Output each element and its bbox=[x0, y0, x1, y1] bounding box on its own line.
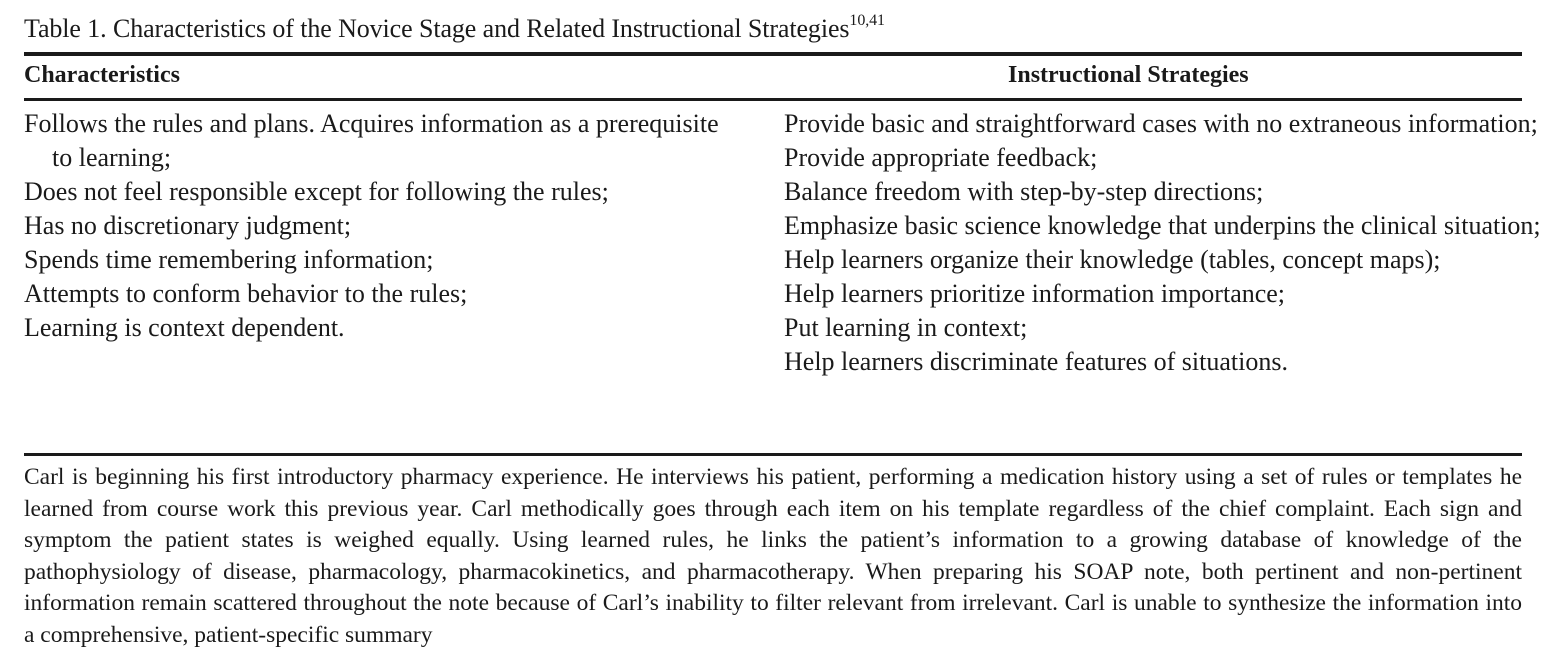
strategies-list bbox=[784, 107, 1544, 379]
header-characteristics: Characteristics bbox=[24, 62, 180, 88]
table-caption bbox=[24, 14, 1522, 52]
case-example-text: Carl is beginning his first introductory pharmacy experience. He interviews his patient, performing a medication history using a set of rules or templates he learned from course work this previous year. Carl methodically goes through each item on his template regardless of the chief complaint. Each sign and symptom the patient states is weighed equally. Using learned rules, he links the patient’s information to a growing database of knowledge of the pathophysiology of disease, pharmacology, pharmacokinetics, and pharmacotherapy. When preparing his SOAP note, both pertinent and non-pertinent information remain scattered throughout the note because of Carl’s inability to filter relevant from irrelevant. Carl is unable to synthesize the information into a comprehensive, patient-specific summary bbox=[24, 464, 1522, 648]
list-item: Help learners discriminate features of situations. bbox=[784, 347, 1288, 376]
characteristics-list bbox=[24, 107, 724, 345]
list-item: Help learners prioritize information importance; bbox=[784, 279, 1286, 308]
header-strategies: Instructional Strategies bbox=[1008, 62, 1249, 88]
caption-text: Table 1. Characteristics of the Novice Stage and Related Instructional Strategies bbox=[24, 14, 850, 43]
list-item: Attempts to conform behavior to the rules; bbox=[24, 279, 468, 308]
list-item: Does not feel responsible except for following the rules; bbox=[24, 177, 609, 206]
list-item: Follows the rules and plans. Acquires information as a prerequisite to learning; bbox=[24, 109, 719, 172]
list-item: Help learners organize their knowledge (tables, concept maps); bbox=[784, 245, 1441, 274]
list-item: Learning is context dependent. bbox=[24, 313, 345, 342]
list-item: Has no discretionary judgment; bbox=[24, 211, 352, 240]
list-item: Spends time remembering information; bbox=[24, 245, 434, 274]
list-item: Balance freedom with step-by-step directions; bbox=[784, 177, 1264, 206]
table-header bbox=[24, 56, 1522, 98]
list-item: Put learning in context; bbox=[784, 313, 1028, 342]
table-container bbox=[24, 12, 1541, 652]
table-body bbox=[24, 101, 1541, 453]
caption-references: 10,41 bbox=[849, 12, 885, 29]
list-item: Provide appropriate feedback; bbox=[784, 143, 1098, 172]
list-item: Emphasize basic science knowledge that underpins the clinical situation; bbox=[784, 211, 1541, 240]
list-item: Provide basic and straightforward cases with no extraneous information; bbox=[784, 109, 1538, 138]
